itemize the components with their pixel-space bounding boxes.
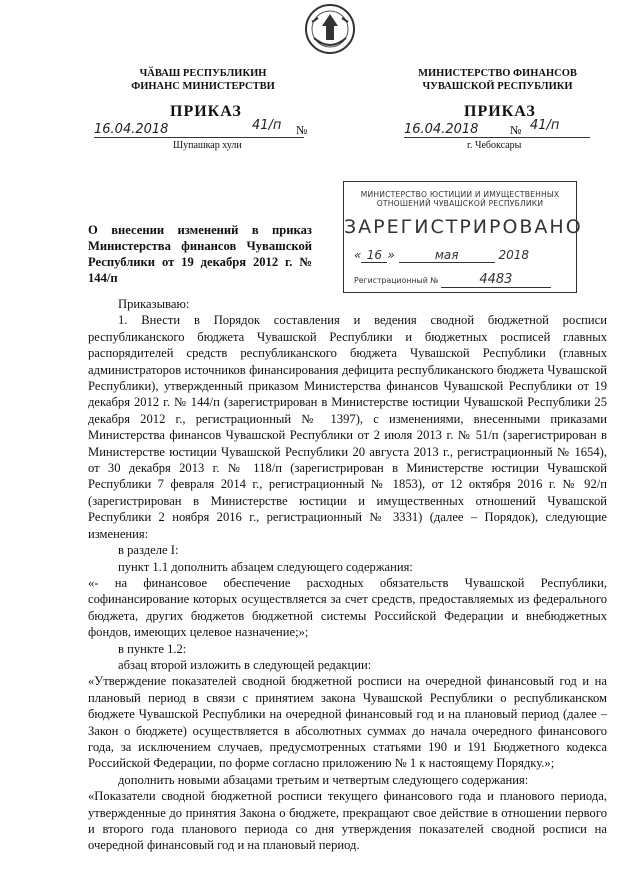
paragraph-3: пункт 1.1 дополнить абзацем следующего содержания: (118, 559, 413, 574)
right-org-line2: ЧУВАШСКОЙ РЕСПУБЛИКИ (422, 81, 573, 92)
left-org-name (118, 67, 288, 93)
document-title: О внесении изменений в приказ Министерства финансов Чувашской Республики от 19 декабря 2012 г. № 144/п (88, 223, 312, 285)
stamp-ministry-line1: МИНИСТЕРСТВО ЮСТИЦИИ И ИМУЩЕСТВЕННЫХ (360, 190, 560, 199)
right-org-line1: МИНИСТЕРСТВО ФИНАНСОВ (418, 68, 577, 79)
left-order-number: 41/п (252, 118, 282, 133)
stamp-ministry-line2: ОТНОШЕНИЙ ЧУВАШСКОЙ РЕСПУБЛИКИ (376, 199, 544, 208)
paragraph-4: «- на финансовое обеспечение расходных обязательств Чувашской Республики, софинансирование которых осуществляется за счет средств, предоставляемых из федерального бюджета, других бюджетов бюджетной системы Российской Федерации и внебюджетных фондов, имеющих целевое назначение;»; (88, 575, 607, 640)
document-body (88, 296, 607, 854)
paragraph-order: Приказываю: (118, 297, 190, 311)
right-place: г. Чебоксары (467, 140, 522, 151)
stamp-ministry (344, 190, 576, 208)
left-order-date: 16.04.2018 (94, 122, 169, 137)
paragraph-1: 1. Внести в Порядок составления и ведения сводной бюджетной росписи республиканского бюджета Чувашской Республики и бюджетных росписей главных распорядителей средств республиканского бюджета Чувашской Республики (главных администраторов источников финансирования дефицита республиканского бюджета Чувашской Республики), утвержденный приказом Министерства финансов Чувашской Республики от 19 декабря 2012 г. № 144/п (зарегистрирован в Министерстве юстиции Чувашской Республики 25 декабря 2012 г., регистрационный № 1397), с изменениями, внесенными приказами Министерства финансов Чувашской Республики от 2 июля 2013 г. № 51/п (зарегистрирован в Министерстве юстиции Чувашской Республики 20 августа 2013 г., регистрационный № 1654), от 30 декабря 2013 г. № 118/п (зарегистрирован в Министерстве юстиции Чувашской Республики 7 февраля 2014 г., регистрационный № 1853), от 12 октября 2016 г. № 92/п (зарегистрирован в Министерстве юстиции и имущественных отношений Чувашской Республики 2 ноября 2016 г., регистрационный № 3331) (далее – Порядок), следующие изменения: (88, 313, 607, 541)
paragraph-7: «Утверждение показателей сводной бюджетной росписи на очередной финансовый год и на плановый период в связи с принятием закона Чувашской Республики о республиканском бюджете Чувашской Республики на очередной финансовый год и на плановый период (далее – Закон о бюджете) осуществляется в абсолютных суммах до начала очередного финансового года, за исключением случаев, предусмотренных статьями 190 и 191 Бюджетного кодекса Российской Федерации, по форме согласно приложению № 1 к настоящему Порядку.»; (88, 674, 607, 771)
left-no-sign: № (296, 123, 308, 137)
registration-stamp (343, 181, 583, 293)
paragraph-5: в пункте 1.2: (118, 641, 187, 656)
stamp-date: « 16 » мая 2018 (354, 248, 530, 262)
right-date-line (404, 137, 590, 138)
stamp-reg-number-row (354, 272, 576, 288)
left-org-line2: ФИНАНС МИНИСТЕРСТВИ (131, 81, 275, 92)
right-org-name (405, 67, 590, 93)
stamp-year-prefix: 20 (498, 248, 514, 262)
left-date-line (94, 137, 304, 138)
stamp-registered: ЗАРЕГИСТРИРОВАНО (344, 216, 583, 238)
right-order-number: 41/п (530, 118, 560, 133)
stamp-month: мая (399, 248, 495, 263)
right-order-date: 16.04.2018 (404, 122, 479, 137)
right-no-sign: № (510, 123, 522, 137)
left-order-word: ПРИКАЗ (170, 103, 242, 120)
left-place: Шупашкар хули (173, 140, 242, 151)
stamp-reg-label: Регистрационный № (354, 276, 439, 285)
coat-of-arms-emblem (300, 0, 360, 58)
stamp-day: 16 (361, 248, 387, 263)
paragraph-2: в разделе I: (118, 543, 179, 558)
paragraph-9: «Показатели сводной бюджетной росписи текущего финансового года и планового периода, утвержденные до принятия Закона о бюджете, прекращают свое действие в отношении первого и второго года планового периода со дня утверждения показателей сводной росписи на очередной финансовый год и на плановый период. (88, 789, 607, 853)
paragraph-6: абзац второй изложить в следующей редакции: (118, 657, 372, 672)
stamp-year: 18 (513, 248, 530, 262)
stamp-reg-number: 4483 (441, 272, 551, 288)
left-org-line1: ЧӐВАШ РЕСПУБЛИКИН (139, 68, 267, 79)
paragraph-8: дополнить новыми абзацами третьим и четвертым следующего содержания: (118, 772, 529, 787)
right-order-word: ПРИКАЗ (464, 103, 536, 120)
